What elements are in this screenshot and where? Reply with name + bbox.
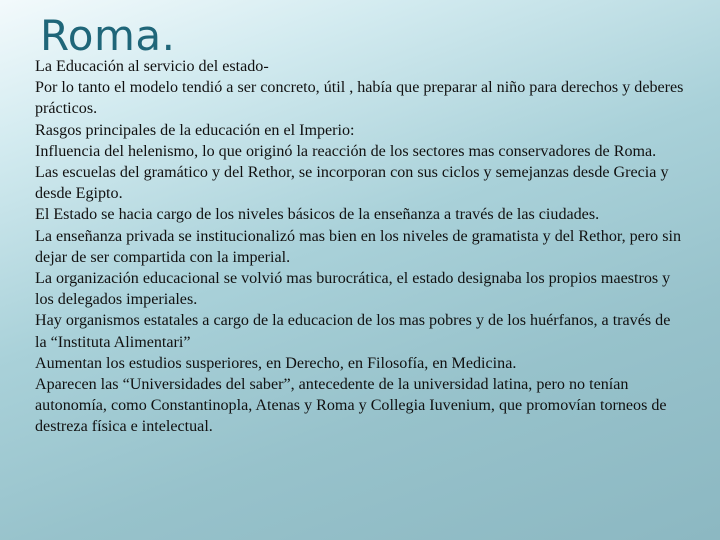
paragraph-modelo-concreto: Por lo tanto el modelo tendió a ser concreto, útil , había que preparar al niño para derechos y deberes prácticos. [35, 79, 684, 118]
slide-title: Roma. [40, 11, 176, 60]
paragraph-estudios-superiores: Aumentan los estudios susperiores, en Derecho, en Filosofía, en Medicina. [35, 354, 517, 372]
paragraph-organismos-estatales: Hay organismos estatales a cargo de la educacion de los mas pobres y de los huérfanos, a través de la “Instituta Alimentari” [35, 312, 671, 351]
paragraph-rasgos-principales: Rasgos principales de la educación en el Imperio: [35, 121, 355, 139]
paragraph-organizacion-burocratica: La organización educacional se volvió mas burocrática, el estado designaba los propios maestros y los delegados imperiales. [35, 270, 671, 309]
paragraph-ensenanza-privada: La enseñanza privada se institucionalizó mas bien en los niveles de gramatista y del Rethor, pero sin dejar de ser compartida con la imperial. [35, 227, 682, 266]
slide-body [35, 56, 685, 438]
paragraph-universidades-saber: Aparecen las “Universidades del saber”, antecedente de la universidad latina, pero no tenían autonomía, como Constantinopla, Atenas y Roma y Collegia Iuvenium, que promovían torneos de destreza física e intelectual. [35, 376, 667, 436]
paragraph-estado-niveles-basicos: El Estado se hacia cargo de los niveles básicos de la enseñanza a través de las ciudades. [35, 206, 600, 224]
paragraph-educacion-estado: La Educación al servicio del estado- [35, 58, 269, 75]
paragraph-escuelas-gramatico: Las escuelas del gramático y del Rethor, se incorporan con sus ciclos y semejanzas desde Grecia y desde Egipto. [35, 164, 669, 203]
paragraph-helenismo: Influencia del helenismo, lo que originó la reacción de los sectores mas conservadores de Roma. [35, 142, 657, 160]
